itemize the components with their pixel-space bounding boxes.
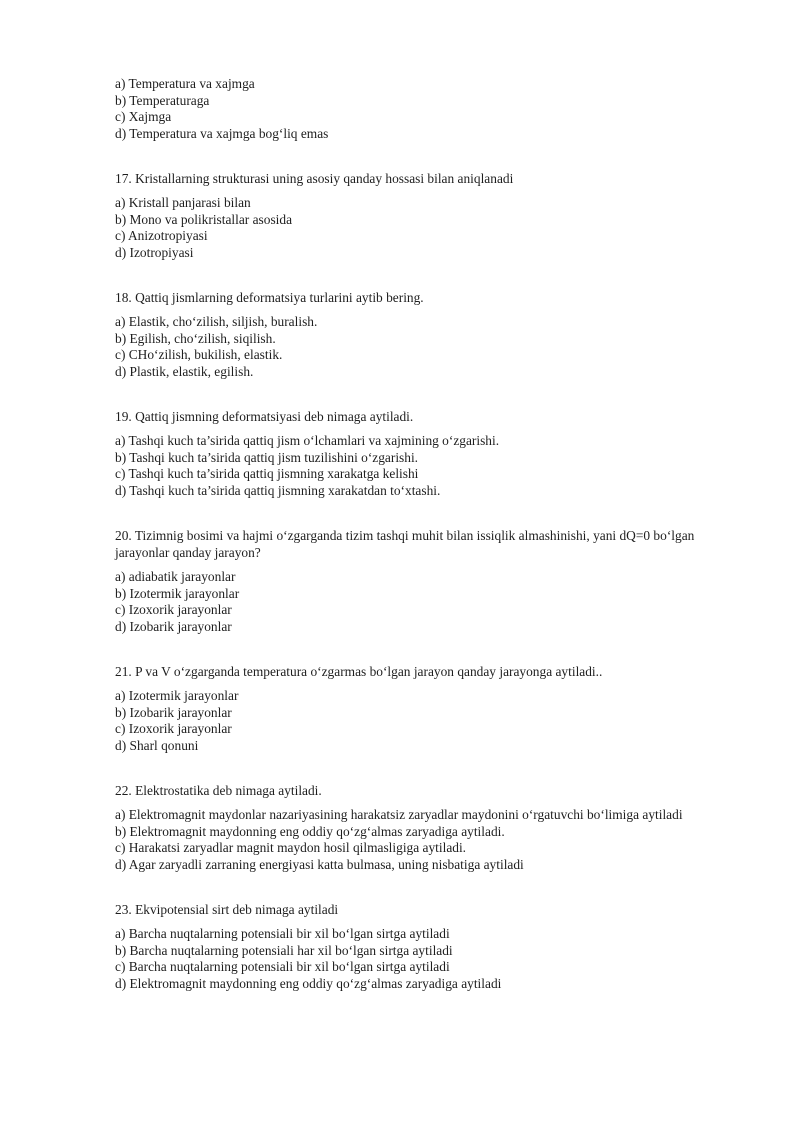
- option-b: b) Izobarik jarayonlar: [115, 704, 232, 720]
- option-d: d) Sharl qonuni: [115, 737, 199, 753]
- option-b: b) Izotermik jarayonlar: [115, 585, 240, 601]
- option-b: b) Barcha nuqtalarning potensiali har xil bo‘lgan sirtga aytiladi: [115, 942, 453, 958]
- option-d: d) Agar zaryadli zarraning energiyasi katta bulmasa, uning nisbatiga aytiladi: [115, 856, 524, 872]
- option-c: c) Tashqi kuch ta’sirida qattiq jismning xarakatga kelishi: [115, 466, 419, 481]
- option-d: d) Plastik, elastik, egilish.: [115, 363, 254, 379]
- option-d: d) Izobarik jarayonlar: [115, 618, 232, 634]
- question-text: 19. Qattiq jismning deformatsiyasi deb nimaga aytiladi.: [115, 409, 414, 424]
- option-a: a) Temperatura va xajmga: [115, 76, 255, 91]
- option-a: a) Tashqi kuch ta’sirida qattiq jism o‘lchamlari va xajmining o‘zgarishi.: [115, 433, 500, 448]
- option-a: a) Barcha nuqtalarning potensiali bir xil bo‘lgan sirtga aytiladi: [115, 926, 450, 941]
- document-page: [115, 76, 735, 992]
- option-d: d) Temperatura va xajmga bog‘liq emas: [115, 125, 329, 141]
- option-a: a) Kristall panjarasi bilan: [115, 195, 251, 210]
- option-c: c) Izoxorik jarayonlar: [115, 602, 232, 617]
- question-17: [115, 170, 735, 261]
- question-21: [115, 663, 735, 754]
- option-d: d) Elektromagnit maydonning eng oddiy qo‘zg‘almas zaryadiga aytiladi: [115, 975, 502, 991]
- question-text: 21. P va V o‘zgarganda temperatura o‘zgarmas bo‘lgan jarayon qanday jarayonga aytiladi..: [115, 664, 603, 679]
- option-d: d) Tashqi kuch ta’sirida qattiq jismning xarakatdan to‘xtashi.: [115, 482, 441, 498]
- option-b: b) Elektromagnit maydonning eng oddiy qo‘zg‘almas zaryadiga aytiladi.: [115, 823, 505, 839]
- option-d: d) Izotropiyasi: [115, 244, 194, 260]
- question-text: 22. Elektrostatika deb nimaga aytiladi.: [115, 783, 322, 798]
- option-c: c) Anizotropiyasi: [115, 228, 208, 243]
- option-b: b) Mono va polikristallar asosida: [115, 211, 293, 227]
- question-19: [115, 408, 735, 499]
- option-c: c) Izoxorik jarayonlar: [115, 721, 232, 736]
- option-c: c) Barcha nuqtalarning potensiali bir xil bo‘lgan sirtga aytiladi: [115, 959, 450, 974]
- option-c: c) Xajmga: [115, 109, 172, 124]
- question-22: [115, 782, 735, 873]
- question-16-options: [115, 76, 735, 142]
- option-a: a) Elastik, cho‘zilish, siljish, buralish.: [115, 314, 318, 329]
- option-b: b) Tashqi kuch ta’sirida qattiq jism tuzilishini o‘zgarishi.: [115, 449, 419, 465]
- question-text: 18. Qattiq jismlarning deformatsiya turlarini aytib bering.: [115, 290, 424, 305]
- question-text: 23. Ekvipotensial sirt deb nimaga aytiladi: [115, 902, 339, 917]
- question-text: 20. Tizimnig bosimi va hajmi o‘zgarganda tizim tashqi muhit bilan issiqlik almashinishi, yani dQ=0 bo‘lgan jarayonlar qanday jarayon?: [115, 528, 695, 560]
- option-a: a) adiabatik jarayonlar: [115, 569, 236, 584]
- option-b: b) Egilish, cho‘zilish, siqilish.: [115, 330, 276, 346]
- option-c: c) CHo‘zilish, bukilish, elastik.: [115, 347, 283, 362]
- question-18: [115, 289, 735, 380]
- question-20: [115, 527, 735, 635]
- option-b: b) Temperaturaga: [115, 92, 210, 108]
- question-text: 17. Kristallarning strukturasi uning asosiy qanday hossasi bilan aniqlanadi: [115, 171, 514, 186]
- option-c: c) Harakatsi zaryadlar magnit maydon hosil qilmasligiga aytiladi.: [115, 840, 467, 855]
- option-a: a) Elektromagnit maydonlar nazariyasining harakatsiz zaryadlar maydonini o‘rgatuvchi bo‘limiga aytiladi: [115, 807, 683, 822]
- question-23: [115, 901, 735, 992]
- option-a: a) Izotermik jarayonlar: [115, 688, 239, 703]
